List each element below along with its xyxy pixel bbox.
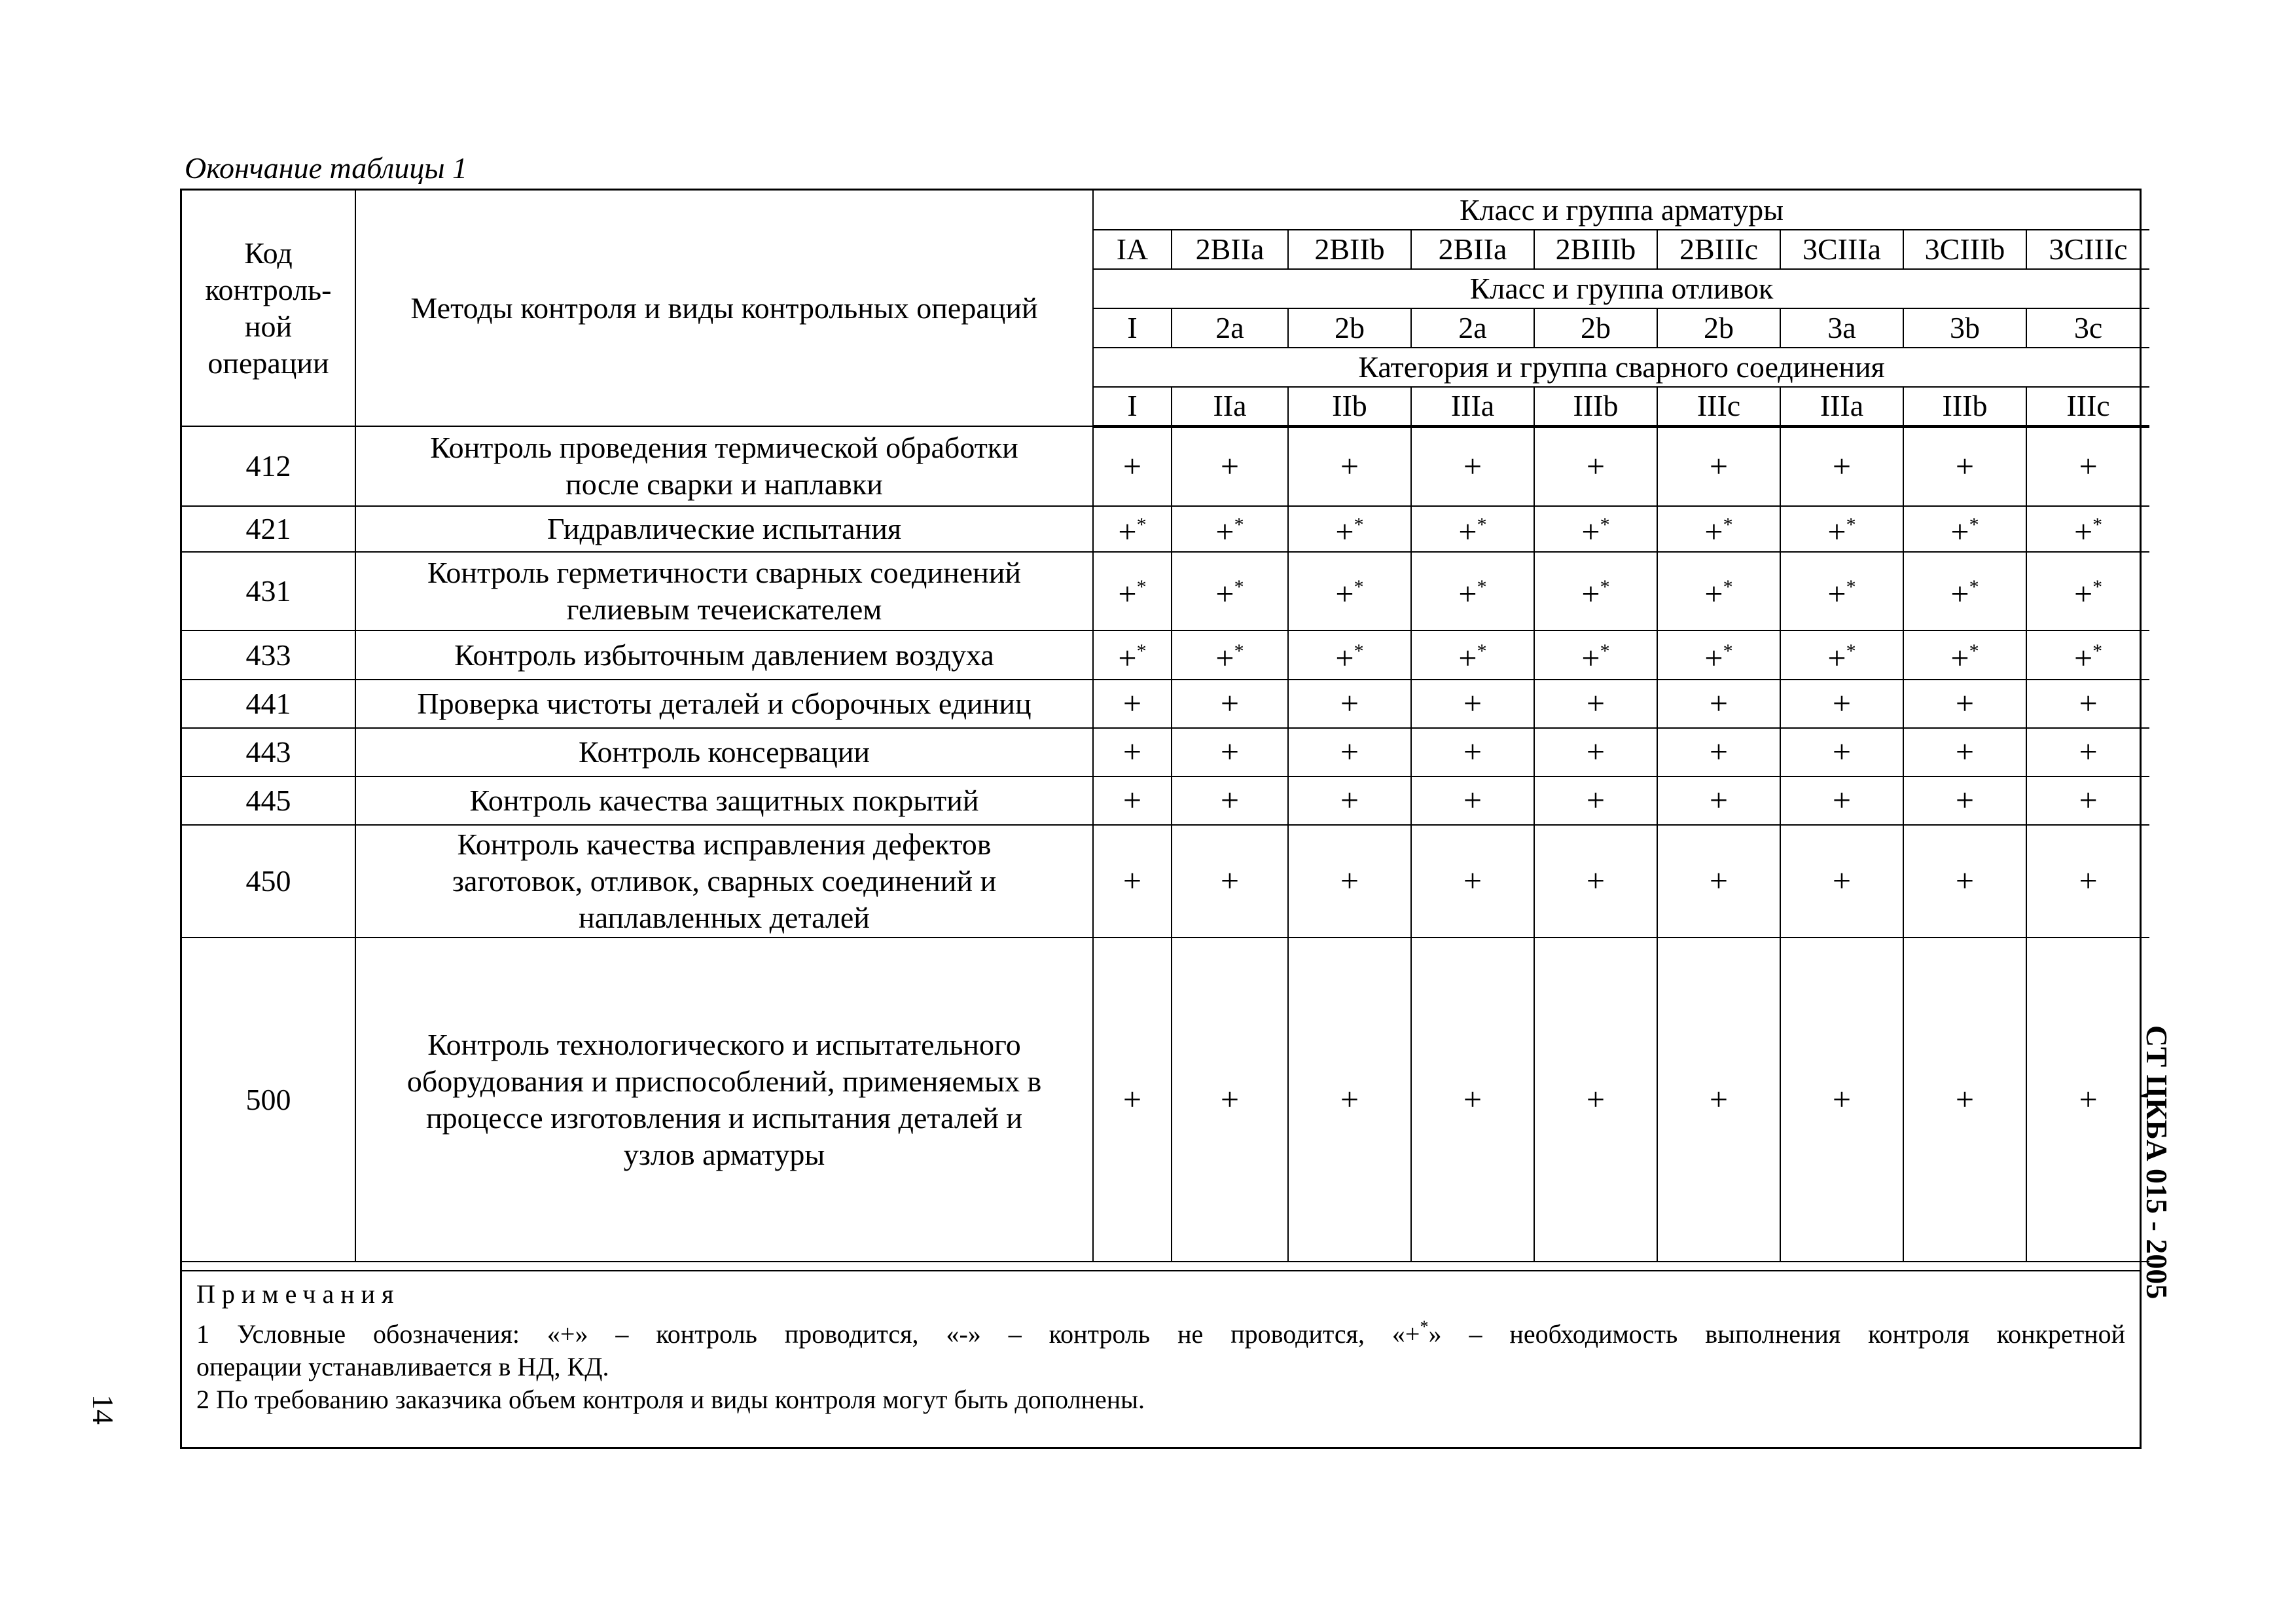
operation-code: 500 xyxy=(182,938,355,1262)
control-mark-symbol: + xyxy=(1832,447,1852,484)
operation-method-line: узлов арматуры xyxy=(623,1137,825,1171)
header-code-line: Код xyxy=(244,236,293,270)
control-mark-symbol: + xyxy=(1463,447,1482,484)
control-mark-symbol: + xyxy=(1586,1080,1605,1118)
control-mark xyxy=(2026,680,2149,728)
control-mark xyxy=(1903,825,2026,938)
control-mark-asterisk: * xyxy=(2092,514,2103,536)
control-mark xyxy=(1172,825,1288,938)
control-mark-symbol: + xyxy=(1586,685,1605,721)
header-casting-cell: 3b xyxy=(1903,308,2026,348)
operation-method-line: заготовок, отливок, сварных соединений и xyxy=(452,864,997,898)
control-mark xyxy=(1288,825,1411,938)
operation-method-line: гелиевым течеискателем xyxy=(566,593,882,626)
control-mark-symbol: + xyxy=(1955,685,1975,721)
control-mark-symbol: + xyxy=(1709,447,1729,484)
control-mark-symbol: + xyxy=(2073,575,2093,612)
control-mark-symbol: + xyxy=(1215,575,1234,612)
operation-method xyxy=(355,680,1093,728)
control-mark-symbol: + xyxy=(1827,513,1846,550)
control-mark-symbol: + xyxy=(1832,1080,1852,1118)
control-mark-asterisk: * xyxy=(1969,576,1979,598)
control-mark-symbol: + xyxy=(1832,685,1852,721)
control-mark-symbol: + xyxy=(1463,733,1482,770)
control-mark-asterisk: * xyxy=(1136,514,1147,536)
operation-code: 450 xyxy=(182,825,355,938)
control-mark-symbol: + xyxy=(2079,685,2098,721)
header-weld-cell: IIb xyxy=(1288,387,1411,426)
control-mark xyxy=(1172,630,1288,680)
control-mark xyxy=(1093,938,1172,1262)
operation-code: 412 xyxy=(182,426,355,506)
control-mark xyxy=(1534,680,1657,728)
control-mark xyxy=(1411,680,1534,728)
control-mark xyxy=(2026,506,2149,552)
control-mark-symbol: + xyxy=(1340,782,1359,818)
control-mark xyxy=(1172,506,1288,552)
operation-method-line: Контроль качества защитных покрытий xyxy=(469,784,979,817)
header-code-line: ной xyxy=(244,309,293,343)
header-methods: Методы контроля и виды контрольных операций xyxy=(355,191,1093,426)
control-mark-asterisk: * xyxy=(1600,514,1610,536)
control-mark xyxy=(1657,776,1780,825)
control-mark-asterisk: * xyxy=(1846,576,1856,598)
control-mark-symbol: + xyxy=(1122,733,1142,770)
control-mark-asterisk: * xyxy=(1234,640,1244,662)
operation-method-line: Гидравлические испытания xyxy=(547,512,901,545)
operation-code: 431 xyxy=(182,552,355,630)
table-row xyxy=(182,728,2149,776)
control-mark-asterisk: * xyxy=(1354,640,1364,662)
header-fitting-cell: IA xyxy=(1093,230,1172,269)
control-mark-symbol: + xyxy=(2079,733,2098,770)
header-weld-cell: IIIc xyxy=(2026,387,2149,426)
control-mark-symbol: + xyxy=(1463,685,1482,721)
header-weld-cell: IIa xyxy=(1172,387,1288,426)
control-mark xyxy=(1288,728,1411,776)
notes-line-1-star: * xyxy=(1420,1317,1429,1336)
control-mark xyxy=(1780,552,1903,630)
control-mark xyxy=(1411,776,1534,825)
control-mark xyxy=(1657,506,1780,552)
control-mark-symbol: + xyxy=(1586,862,1605,899)
control-mark xyxy=(1903,506,2026,552)
control-mark xyxy=(1093,728,1172,776)
header-fitting-cell: 2BIIb xyxy=(1288,230,1411,269)
control-mark-symbol: + xyxy=(1581,513,1600,550)
control-mark-symbol: + xyxy=(1122,447,1142,484)
control-mark-symbol: + xyxy=(1118,513,1137,550)
control-mark xyxy=(1288,506,1411,552)
control-mark-symbol: + xyxy=(1586,782,1605,818)
control-mark xyxy=(1093,776,1172,825)
control-mark xyxy=(1780,680,1903,728)
control-mark xyxy=(1093,426,1172,506)
control-mark xyxy=(1657,426,1780,506)
header-fittings-title: Класс и группа арматуры xyxy=(1093,191,2149,230)
control-mark-asterisk: * xyxy=(1723,576,1733,598)
table-row xyxy=(182,825,2149,938)
control-mark-symbol: + xyxy=(1827,575,1846,612)
control-mark xyxy=(1903,938,2026,1262)
control-mark-symbol: + xyxy=(2079,1080,2098,1118)
standard-code: СТ ЦКБА 015 - 2005 xyxy=(2140,1025,2174,1300)
control-mark xyxy=(1780,506,1903,552)
control-mark-symbol: + xyxy=(1581,575,1600,612)
control-mark-symbol: + xyxy=(1220,1080,1240,1118)
control-mark-asterisk: * xyxy=(1969,514,1979,536)
table-row xyxy=(182,426,2149,506)
control-mark-symbol: + xyxy=(1827,639,1846,676)
control-mark-symbol: + xyxy=(1950,639,1969,676)
operation-method-line: наплавленных деталей xyxy=(579,901,870,934)
control-mark xyxy=(2026,776,2149,825)
control-mark-symbol: + xyxy=(1118,639,1137,676)
operation-code: 441 xyxy=(182,680,355,728)
control-mark xyxy=(2026,938,2149,1262)
control-mark xyxy=(1411,728,1534,776)
header-code-line: операции xyxy=(207,346,329,380)
header-welds-title: Категория и группа сварного соединения xyxy=(1093,348,2149,387)
control-mark-symbol: + xyxy=(1458,639,1477,676)
operation-method-line: Контроль избыточным давлением воздуха xyxy=(454,638,994,672)
control-mark-asterisk: * xyxy=(1354,514,1364,536)
control-mark-symbol: + xyxy=(1340,862,1359,899)
control-mark xyxy=(1288,776,1411,825)
control-mark-symbol: + xyxy=(1709,782,1729,818)
table-frame xyxy=(180,189,2142,1449)
control-mark-symbol: + xyxy=(1118,575,1137,612)
control-mark xyxy=(1903,776,2026,825)
control-mark-symbol: + xyxy=(2079,447,2098,484)
control-mark-symbol: + xyxy=(1220,733,1240,770)
control-mark-symbol: + xyxy=(1704,639,1723,676)
header-fitting-cell: 2BIIIb xyxy=(1534,230,1657,269)
header-castings-title: Класс и группа отливок xyxy=(1093,269,2149,308)
control-mark-symbol: + xyxy=(1950,575,1969,612)
header-fitting-cell: 2BIIa xyxy=(1172,230,1288,269)
control-mark-asterisk: * xyxy=(1136,640,1147,662)
control-mark-symbol: + xyxy=(1458,513,1477,550)
control-mark xyxy=(2026,728,2149,776)
header-casting-cell: 2a xyxy=(1411,308,1534,348)
operation-method xyxy=(355,506,1093,552)
control-mark xyxy=(1534,825,1657,938)
control-mark xyxy=(1172,938,1288,1262)
control-mark-symbol: + xyxy=(1463,782,1482,818)
operation-method-line: Контроль проведения термической обработки xyxy=(430,431,1018,464)
header-row-fittings-title xyxy=(182,191,2149,230)
control-mark xyxy=(1780,938,1903,1262)
control-mark-symbol: + xyxy=(1955,447,1975,484)
control-mark-symbol: + xyxy=(1122,1080,1142,1118)
header-casting-cell: 3a xyxy=(1780,308,1903,348)
control-mark-symbol: + xyxy=(1340,1080,1359,1118)
control-mark xyxy=(1534,506,1657,552)
control-mark-symbol: + xyxy=(1955,1080,1975,1118)
control-mark xyxy=(1411,426,1534,506)
control-mark xyxy=(1172,426,1288,506)
control-mark-symbol: + xyxy=(1463,1080,1482,1118)
operation-code: 445 xyxy=(182,776,355,825)
control-mark-symbol: + xyxy=(1832,733,1852,770)
control-mark xyxy=(1657,552,1780,630)
control-mark xyxy=(1411,552,1534,630)
control-mark xyxy=(2026,825,2149,938)
table-row xyxy=(182,776,2149,825)
control-mark xyxy=(1534,552,1657,630)
control-mark-symbol: + xyxy=(1340,685,1359,721)
notes-heading: Примечания xyxy=(196,1279,401,1309)
header-weld-cell: IIIb xyxy=(1903,387,2026,426)
header-weld-cell: IIIa xyxy=(1780,387,1903,426)
control-mark xyxy=(1657,630,1780,680)
header-casting-cell: 3c xyxy=(2026,308,2149,348)
control-operations-table xyxy=(182,191,2149,1262)
control-mark xyxy=(1172,680,1288,728)
control-mark-asterisk: * xyxy=(1477,514,1487,536)
control-mark-symbol: + xyxy=(2073,639,2093,676)
header-code xyxy=(182,191,355,426)
control-mark-symbol: + xyxy=(2079,862,2098,899)
control-mark-asterisk: * xyxy=(1136,576,1147,598)
control-mark xyxy=(2026,552,2149,630)
page-number: 14 xyxy=(86,1395,120,1425)
control-mark xyxy=(1411,825,1534,938)
control-mark xyxy=(2026,630,2149,680)
control-mark-symbol: + xyxy=(1340,733,1359,770)
header-casting-cell: 2b xyxy=(1657,308,1780,348)
control-mark xyxy=(1411,630,1534,680)
control-mark xyxy=(1903,552,2026,630)
header-weld-cell: IIIc xyxy=(1657,387,1780,426)
control-mark-symbol: + xyxy=(1709,862,1729,899)
operation-code: 443 xyxy=(182,728,355,776)
operation-method xyxy=(355,728,1093,776)
control-mark xyxy=(1903,728,2026,776)
control-mark xyxy=(1093,552,1172,630)
control-mark xyxy=(1288,938,1411,1262)
header-fitting-cell: 3CIIIb xyxy=(1903,230,2026,269)
operation-method xyxy=(355,630,1093,680)
control-mark xyxy=(1657,938,1780,1262)
control-mark-symbol: + xyxy=(1335,639,1354,676)
control-mark-symbol: + xyxy=(1950,513,1969,550)
control-mark-asterisk: * xyxy=(1354,576,1364,598)
table-row xyxy=(182,938,2149,1262)
header-fitting-cell: 3CIIIa xyxy=(1780,230,1903,269)
table-caption: Окончание таблицы 1 xyxy=(185,151,467,185)
control-mark-symbol: + xyxy=(1581,639,1600,676)
control-mark xyxy=(1288,680,1411,728)
operation-method-line: Контроль герметичности сварных соединений xyxy=(427,556,1021,589)
control-mark xyxy=(1172,776,1288,825)
control-mark-asterisk: * xyxy=(1477,640,1487,662)
control-mark xyxy=(1903,680,2026,728)
control-mark xyxy=(1780,825,1903,938)
control-mark-symbol: + xyxy=(2073,513,2093,550)
control-mark-symbol: + xyxy=(1955,782,1975,818)
header-weld-cell: I xyxy=(1093,387,1172,426)
control-mark-symbol: + xyxy=(1122,685,1142,721)
control-mark xyxy=(1093,630,1172,680)
control-mark-symbol: + xyxy=(1122,782,1142,818)
header-fitting-cell: 2BIIa xyxy=(1411,230,1534,269)
control-mark xyxy=(1657,825,1780,938)
control-mark xyxy=(1288,630,1411,680)
control-mark-asterisk: * xyxy=(1477,576,1487,598)
notes-line-1 xyxy=(196,1311,2125,1351)
control-mark xyxy=(1780,776,1903,825)
control-mark xyxy=(1288,426,1411,506)
operation-method-line: оборудования и приспособлений, применяемых в xyxy=(406,1064,1042,1098)
operation-method xyxy=(355,552,1093,630)
control-mark xyxy=(2026,426,2149,506)
control-mark xyxy=(1093,680,1172,728)
operation-method-line: процессе изготовления и испытания деталей и xyxy=(426,1101,1022,1135)
control-mark-asterisk: * xyxy=(2092,576,2103,598)
operation-method-line: Контроль качества исправления дефектов xyxy=(457,828,992,861)
notes-line-1-part-b: » – необходимость выполнения контроля конкретной xyxy=(1428,1319,2125,1349)
notes-section xyxy=(182,1270,2140,1447)
control-mark xyxy=(1780,728,1903,776)
operation-method-line: Контроль технологического и испытательного xyxy=(427,1027,1021,1061)
control-mark-symbol: + xyxy=(1709,1080,1729,1118)
control-mark-symbol: + xyxy=(1220,447,1240,484)
control-mark xyxy=(1534,938,1657,1262)
control-mark-symbol: + xyxy=(1955,733,1975,770)
control-mark-asterisk: * xyxy=(1234,514,1244,536)
operation-code: 421 xyxy=(182,506,355,552)
control-mark-symbol: + xyxy=(1832,782,1852,818)
operation-method-line: после сварки и наплавки xyxy=(565,467,883,501)
notes-line-1-continuation: операции устанавливается в НД, КД. xyxy=(196,1352,609,1381)
control-mark xyxy=(1411,506,1534,552)
control-mark-symbol: + xyxy=(1955,862,1975,899)
operation-method-line: Контроль консервации xyxy=(579,735,870,769)
table-row xyxy=(182,630,2149,680)
control-mark xyxy=(1172,728,1288,776)
control-mark-asterisk: * xyxy=(1234,576,1244,598)
control-mark-symbol: + xyxy=(1335,513,1354,550)
header-code-line: контроль- xyxy=(205,272,332,306)
control-mark xyxy=(1903,630,2026,680)
control-mark xyxy=(1657,680,1780,728)
control-mark-symbol: + xyxy=(1709,733,1729,770)
control-mark-asterisk: * xyxy=(1846,514,1856,536)
table-row xyxy=(182,680,2149,728)
notes-line-2: 2 По требованию заказчика объем контроля и виды контроля могут быть дополнены. xyxy=(196,1385,1145,1414)
control-mark-asterisk: * xyxy=(1846,640,1856,662)
control-mark xyxy=(1657,728,1780,776)
control-mark-symbol: + xyxy=(1122,862,1142,899)
control-mark-symbol: + xyxy=(1215,513,1234,550)
control-mark-asterisk: * xyxy=(1600,640,1610,662)
control-mark-symbol: + xyxy=(1704,513,1723,550)
header-casting-cell: I xyxy=(1093,308,1172,348)
control-mark-symbol: + xyxy=(1335,575,1354,612)
control-mark-symbol: + xyxy=(2079,782,2098,818)
control-mark-symbol: + xyxy=(1220,685,1240,721)
table-row xyxy=(182,552,2149,630)
notes-line-1-part-a: 1 Условные обозначения: «+» – контроль проводится, «-» – контроль не проводится, «+ xyxy=(196,1319,1420,1349)
table-row xyxy=(182,506,2149,552)
control-mark xyxy=(1411,938,1534,1262)
control-mark-symbol: + xyxy=(1704,575,1723,612)
control-mark xyxy=(1780,426,1903,506)
operation-method xyxy=(355,426,1093,506)
control-mark-symbol: + xyxy=(1215,639,1234,676)
header-weld-cell: IIIa xyxy=(1411,387,1534,426)
control-mark-symbol: + xyxy=(1832,862,1852,899)
operation-method xyxy=(355,825,1093,938)
header-casting-cell: 2a xyxy=(1172,308,1288,348)
control-mark xyxy=(1903,426,2026,506)
control-mark xyxy=(1534,426,1657,506)
control-mark xyxy=(1534,728,1657,776)
control-mark xyxy=(1534,776,1657,825)
control-mark xyxy=(1534,630,1657,680)
control-mark-symbol: + xyxy=(1586,733,1605,770)
header-fitting-cell: 3CIIIc xyxy=(2026,230,2149,269)
control-mark-asterisk: * xyxy=(2092,640,2103,662)
header-casting-cell: 2b xyxy=(1534,308,1657,348)
control-mark-symbol: + xyxy=(1586,447,1605,484)
control-mark-symbol: + xyxy=(1220,862,1240,899)
operation-method-line: Проверка чистоты деталей и сборочных единиц xyxy=(417,687,1031,720)
control-mark xyxy=(1780,630,1903,680)
control-mark-asterisk: * xyxy=(1723,514,1733,536)
control-mark-asterisk: * xyxy=(1723,640,1733,662)
control-mark-symbol: + xyxy=(1458,575,1477,612)
operation-method xyxy=(355,938,1093,1262)
control-mark-asterisk: * xyxy=(1969,640,1979,662)
header-fitting-cell: 2BIIIc xyxy=(1657,230,1780,269)
control-mark-symbol: + xyxy=(1340,447,1359,484)
header-weld-cell: IIIb xyxy=(1534,387,1657,426)
operation-code: 433 xyxy=(182,630,355,680)
operation-method xyxy=(355,776,1093,825)
control-mark-asterisk: * xyxy=(1600,576,1610,598)
control-mark-symbol: + xyxy=(1709,685,1729,721)
control-mark xyxy=(1172,552,1288,630)
control-mark xyxy=(1288,552,1411,630)
header-casting-cell: 2b xyxy=(1288,308,1411,348)
control-mark xyxy=(1093,506,1172,552)
control-mark xyxy=(1093,825,1172,938)
control-mark-symbol: + xyxy=(1220,782,1240,818)
control-mark-symbol: + xyxy=(1463,862,1482,899)
